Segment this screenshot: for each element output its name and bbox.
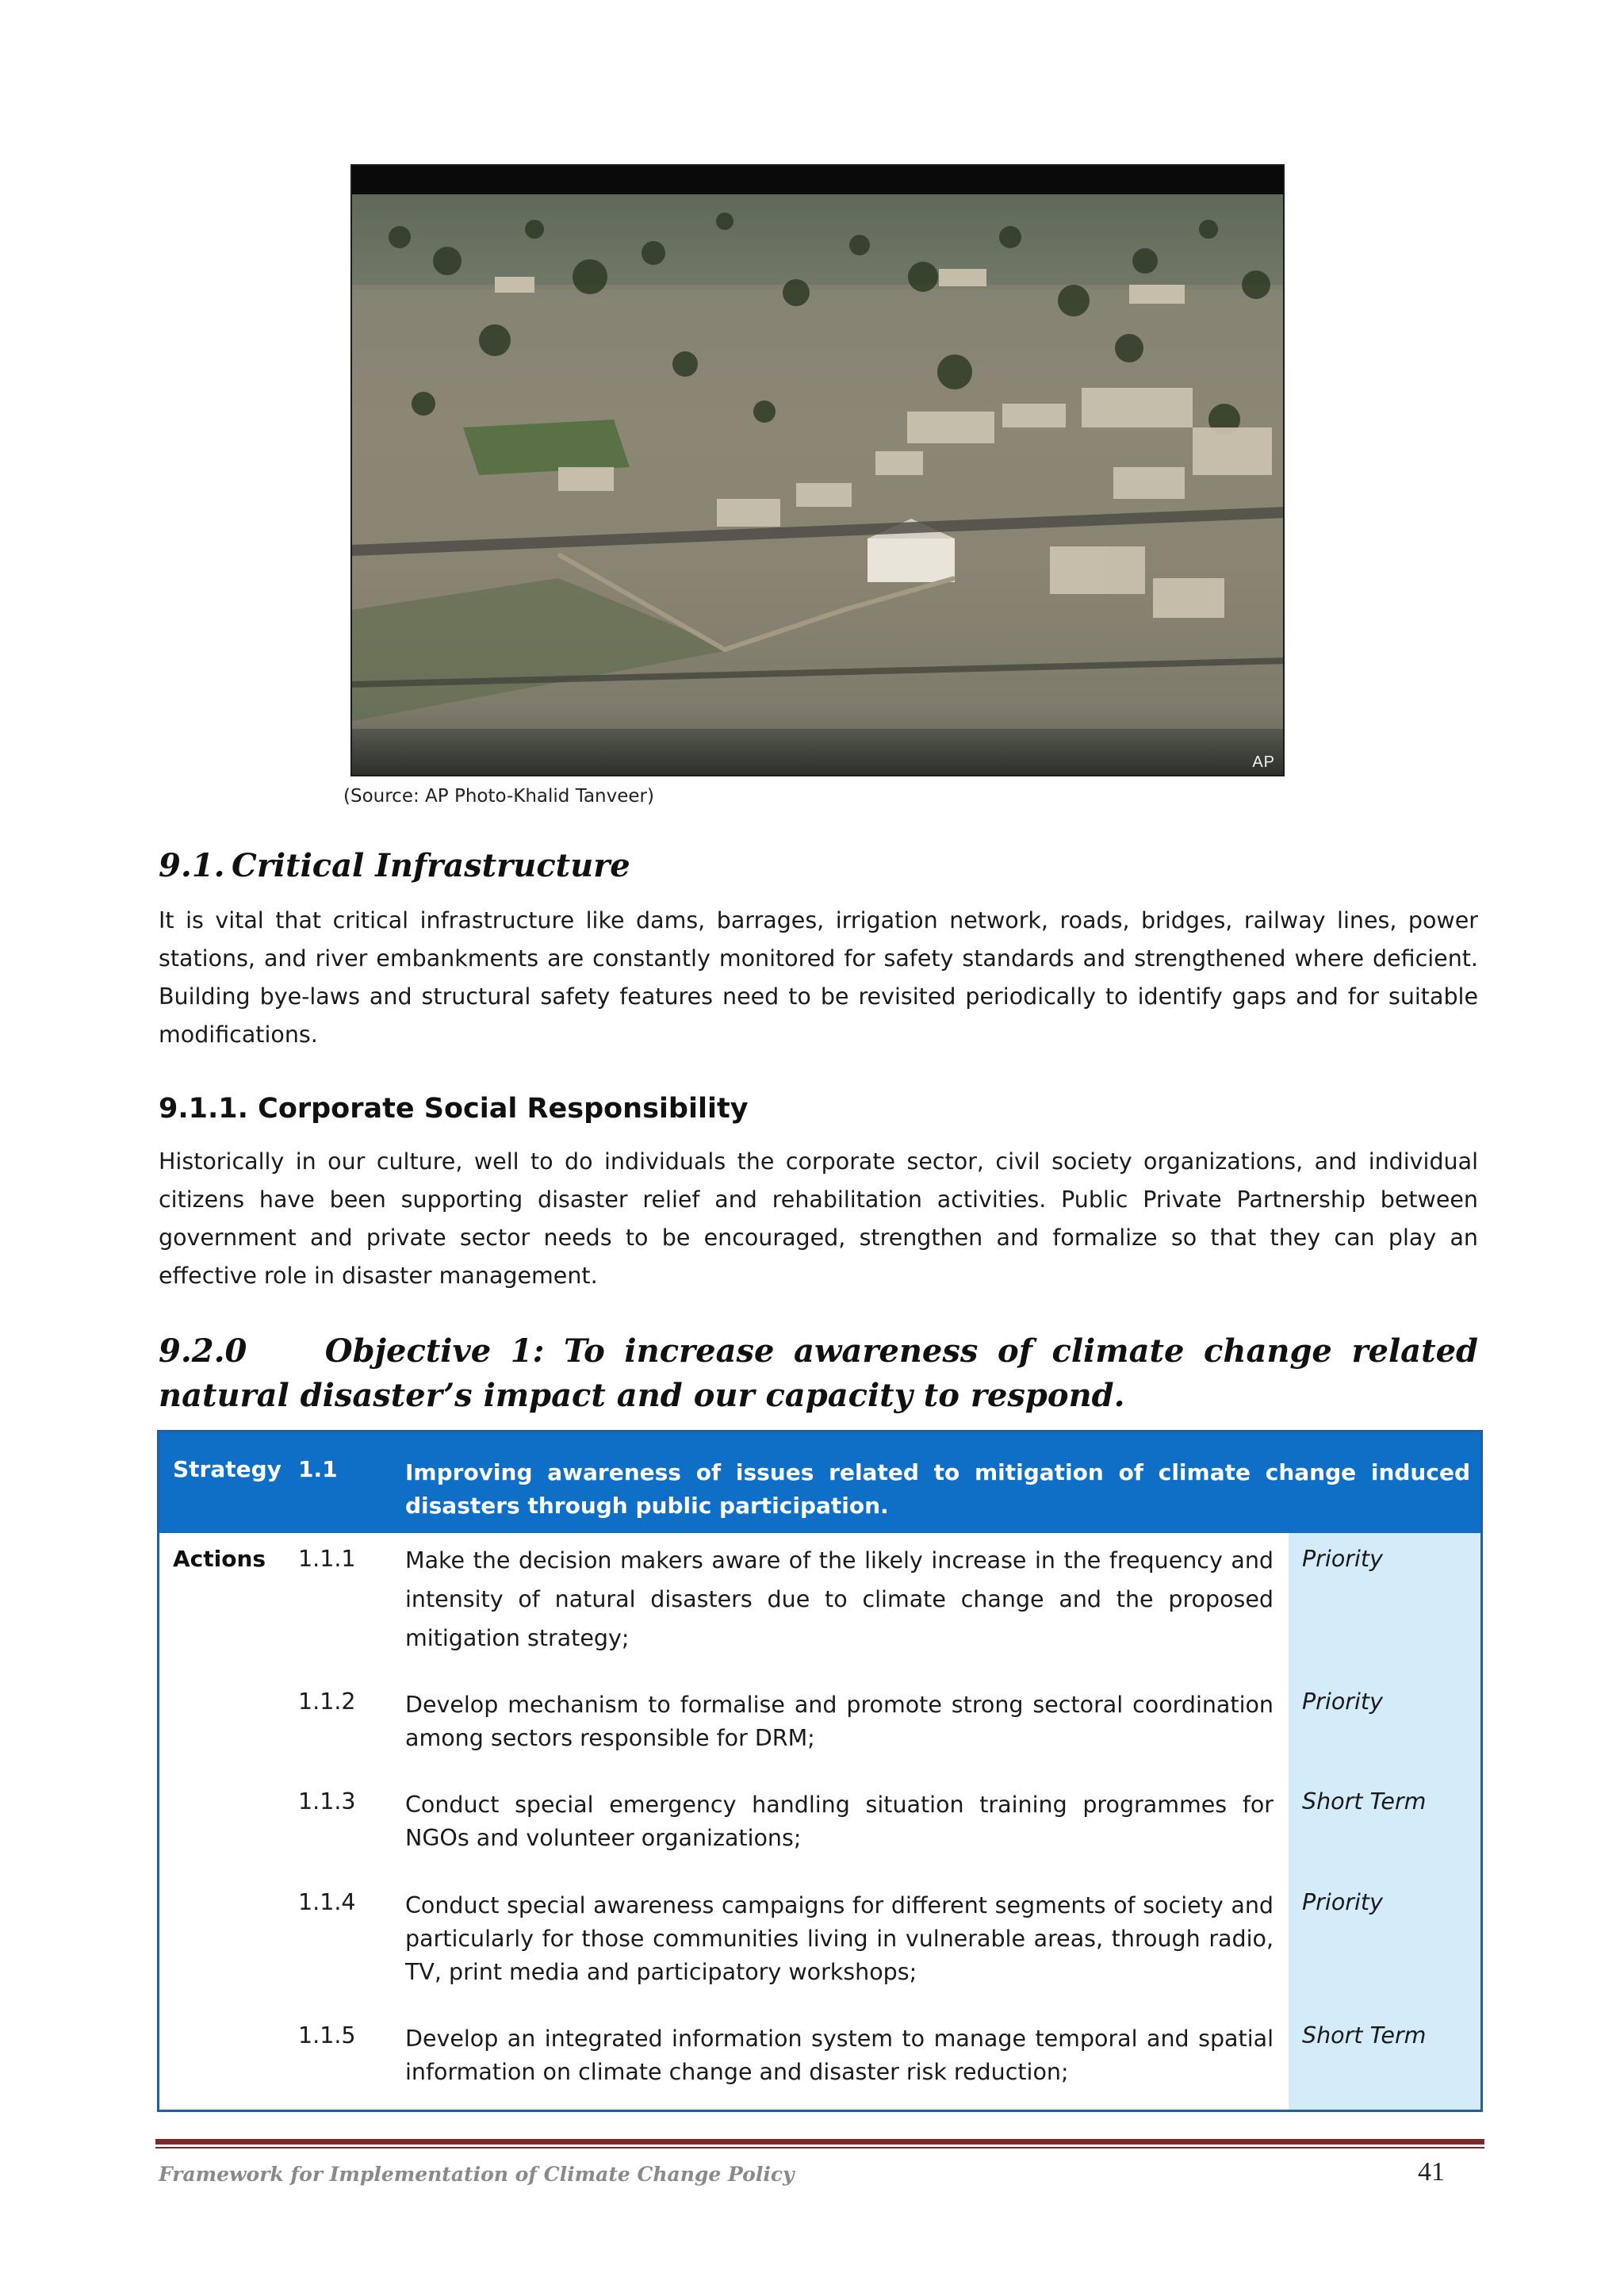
action-number: 1.1.2 [298, 1688, 356, 1715]
section-title: Critical Infrastructure [232, 847, 630, 884]
action-text: Make the decision makers aware of the likely increase in the frequency and intensity of natural disasters due to climate change and the proposed mitigation strategy; [405, 1547, 1274, 1651]
action-text: Develop an integrated information system to manage temporal and spatial information on climate change and disaster risk reduction; [405, 2026, 1274, 2085]
actions-label: Actions [173, 1546, 266, 1572]
action-priority: Short Term [1302, 2022, 1427, 2049]
page-number: 41 [1418, 2157, 1445, 2187]
paragraph-critical-infrastructure: It is vital that critical infrastructure like dams, barrages, irrigation network, roads, bridges, railway lines, power stations, and river embankments are constantly monitored for safety standards and strengthened where deficient. Building bye-laws and structural safety features need to be revisited periodically to identify gaps and for suitable modifications. [159, 907, 1478, 1048]
action-number: 1.1.1 [298, 1546, 356, 1572]
action-number: 1.1.5 [298, 2022, 356, 2049]
flood-scene-illustration [352, 166, 1285, 776]
action-text: Conduct special emergency handling situation training programmes for NGOs and volunteer organizations; [405, 1792, 1274, 1851]
action-number: 1.1.4 [298, 1889, 356, 1915]
action-priority: Priority [1302, 1889, 1383, 1915]
ap-watermark: AP [1252, 753, 1275, 771]
action-text: Conduct special awareness campaigns for different segments of society and particularly for those communities living in vulnerable areas, through radio, TV, print media and participatory workshops; [405, 1892, 1274, 1985]
paragraph-csr: Historically in our culture, well to do individuals the corporate sector, civil society organizations, and individual citizens have been supporting disaster relief and rehabilitation activities. Public Private Partnership between government and private sector needs to be encouraged, strengthen and formalize so that they can play an effective role in disaster management. [159, 1148, 1478, 1289]
strategy-header-row [159, 1432, 1480, 1533]
action-number: 1.1.3 [298, 1788, 356, 1815]
flood-aerial-photo [350, 164, 1285, 776]
section-heading-objective-1: 9.2.0 Objective 1: To increase awareness of climate change related natural disaster’s impact and our capacity to respond. [159, 1332, 1489, 1414]
action-text: Develop mechanism to formalise and promote strong sectoral coordination among sectors responsible for DRM; [405, 1692, 1274, 1751]
action-priority: Priority [1302, 1546, 1383, 1572]
section-heading-csr: 9.1.1. Corporate Social Responsibility [159, 1093, 749, 1125]
strategy-number: 1.1 [298, 1456, 338, 1482]
section-heading-critical-infrastructure [159, 847, 630, 884]
action-priority: Short Term [1302, 1788, 1427, 1815]
action-priority: Priority [1302, 1688, 1383, 1715]
footer-title: Framework for Implementation of Climate Change Policy [159, 2163, 795, 2186]
footer-rule-thick [155, 2139, 1484, 2145]
strategy-table [157, 1430, 1483, 2112]
strategy-label: Strategy [173, 1456, 282, 1482]
photo-caption: (Source: AP Photo-Khalid Tanveer) [343, 786, 654, 807]
footer-rule-thin [155, 2147, 1484, 2148]
section-number: 9.1. [159, 847, 225, 884]
strategy-text: Improving awareness of issues related to mitigation of climate change induced disasters through public participation. [405, 1459, 1470, 1519]
